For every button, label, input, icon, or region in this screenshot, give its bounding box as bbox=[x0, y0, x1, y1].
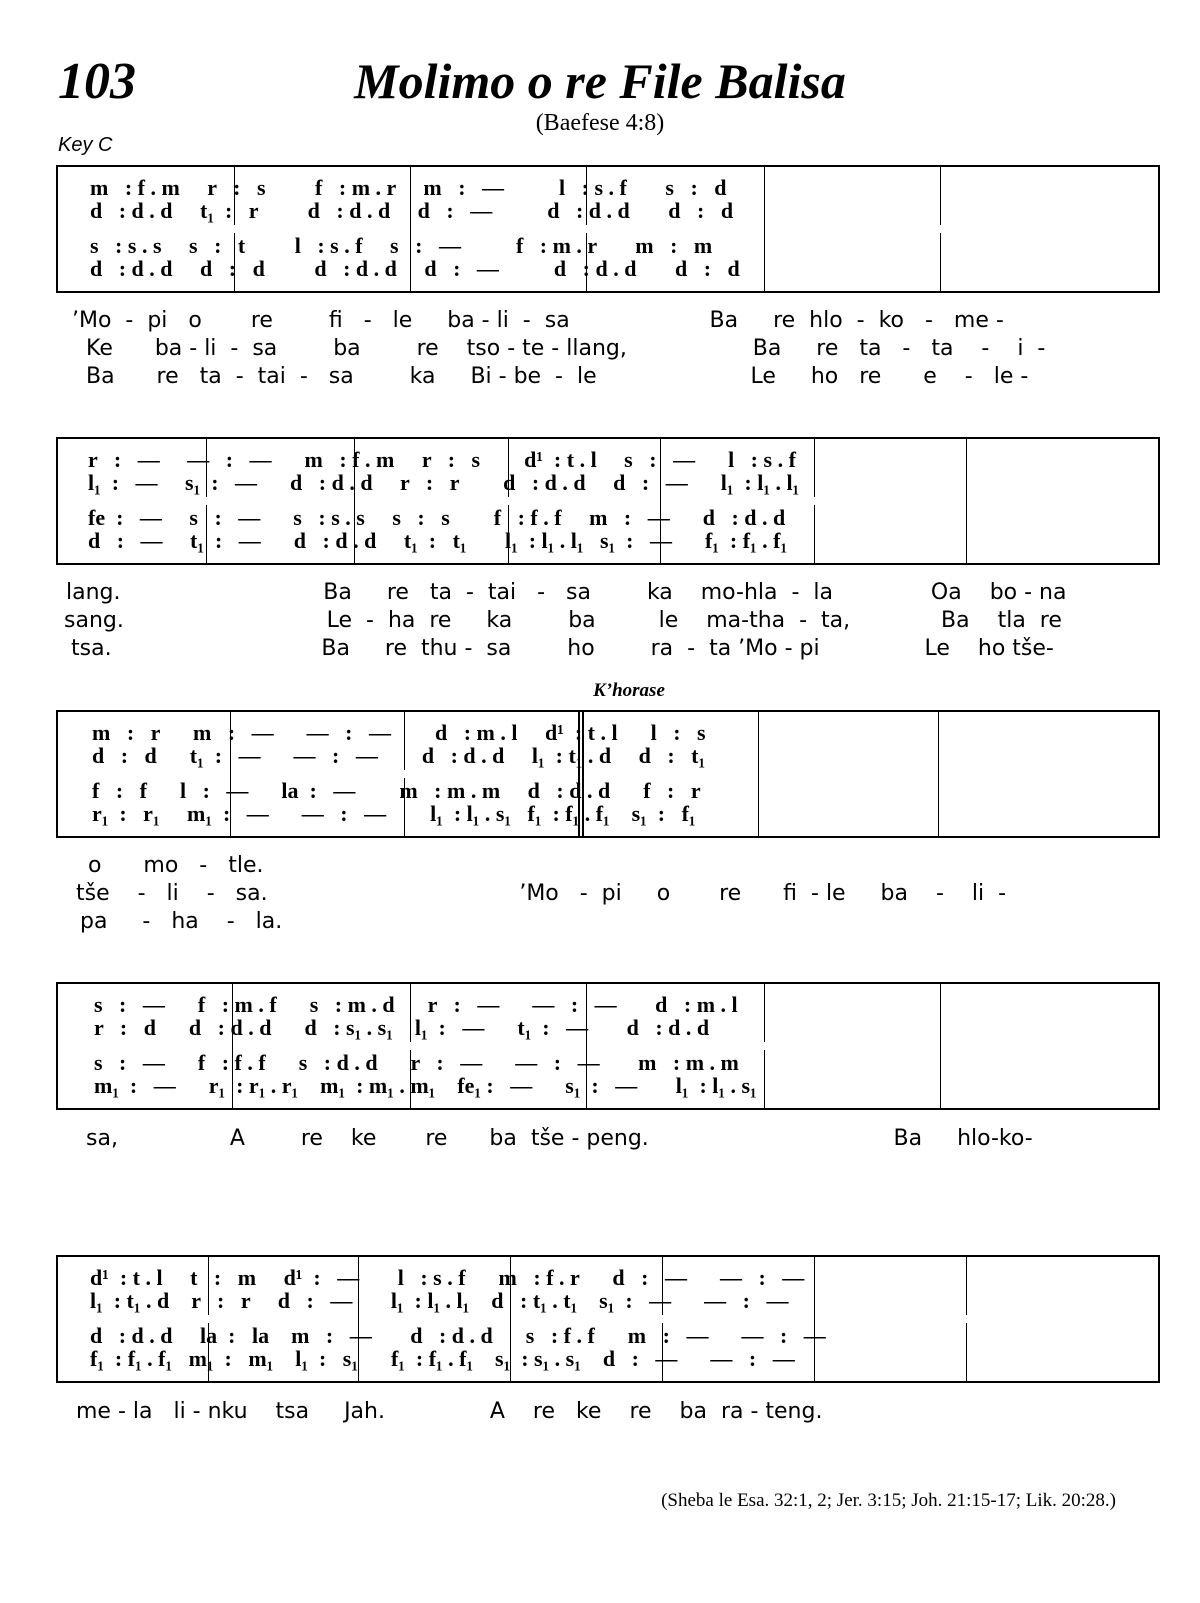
notes-bass: m₁ : — r₁ : r₁ . r₁ m₁ : m₁ . m₁ fe₁ : — s₁ : — l₁ : l₁ . s₁ bbox=[94, 1073, 757, 1098]
lyric-line-2: sang. Le - ha re ka ba le ma-tha - ta, Ba tla re bbox=[64, 608, 1062, 633]
notes-alto: l₁ : — s₁ : — d : d . d r : r d : d . d d : — l₁ : l₁ . l₁ bbox=[88, 470, 800, 495]
lyric-line-3: Ba re ta - tai - sa ka Bi - be - le Le ho re e - le - bbox=[86, 364, 1029, 389]
notes-alto: l₁ : t₁ . d r : r d : — l₁ : l₁ . l₁ d : t₁ . t₁ s₁ : — — : — bbox=[90, 1288, 789, 1313]
lyric-line-1: o mo - tle. bbox=[88, 853, 264, 878]
chorus-label: K’horase bbox=[593, 680, 665, 701]
notes-alto: r : d d : d . d d : s₁ . s₁ l₁ : — t₁ : — d : d . d bbox=[94, 1015, 710, 1040]
lyric-line-1: me - la li - nku tsa Jah. A re ke re ba ra - teng. bbox=[76, 1399, 823, 1424]
notes-soprano: s : — f : m . f s : m . d r : — — : — d : m . l bbox=[94, 992, 738, 1017]
notes-bass: f₁ : f₁ . f₁ m₁ : m₁ l₁ : s₁ f₁ : f₁ . f₁ s₁ : s₁ . s₁ d : — — : — bbox=[90, 1346, 795, 1371]
staff-system-4 bbox=[56, 982, 1160, 1110]
notes-bass: r₁ : r₁ m₁ : — — : — l₁ : l₁ . s₁ f₁ : f₁ . f₁ s₁ : f₁ bbox=[92, 801, 696, 826]
staff-system-3 bbox=[56, 710, 1160, 838]
notes-tenor: f : f l : — la : — m : m . m d : d . d f : r bbox=[92, 778, 701, 803]
notes-tenor: s : — f : f . f s : d . d r : — — : — m : m . m bbox=[94, 1050, 739, 1075]
hymn-number: 103 bbox=[58, 53, 136, 110]
notes-bass: d : d . d d : d d : d . d d : — d : d . d d : d bbox=[90, 256, 740, 281]
lyric-line-1: sa, A re ke re ba tše - peng. Ba hlo-ko- bbox=[86, 1126, 1033, 1151]
notes-soprano: m : f . m r : s f : m . r m : — l : s . f s : d bbox=[90, 175, 727, 200]
notes-tenor: d : d . d la : la m : — d : d . d s : f . f m : — — : — bbox=[90, 1323, 826, 1348]
notes-bass: d : — t₁ : — d : d . d t₁ : t₁ l₁ : l₁ . l₁ s₁ : — f₁ : f₁ . f₁ bbox=[88, 528, 788, 553]
lyric-line-2: Ke ba - li - sa ba re tso - te - llang, Ba re ta - ta - i - bbox=[86, 336, 1046, 361]
notes-alto: d : d . d t₁ : r d : d . d d : — d : d . d d : d bbox=[90, 198, 734, 223]
notes-tenor: fe : — s : — s : s . s s : s f : f . f m : — d : d . d bbox=[88, 505, 786, 530]
scripture-reference: (Baefese 4:8) bbox=[535, 110, 665, 136]
lyric-line-2: tše - li - sa. ’Mo - pi o re fi - le ba - li - bbox=[76, 881, 1007, 906]
lyric-line-1: lang. Ba re ta - tai - sa ka mo-hla - la Oa bo - na bbox=[66, 580, 1067, 605]
notes-tenor: s : s . s s : t l : s . f s : — f : m . r m : m bbox=[90, 233, 713, 258]
staff-system-2 bbox=[56, 437, 1160, 565]
notes-soprano: d¹ : t . l t : m d¹ : — l : s . f m : f . r d : — — : — bbox=[90, 1265, 805, 1290]
staff-system-1 bbox=[56, 165, 1160, 293]
notes-alto: d : d t₁ : — — : — d : d . d l₁ : t₁ . d d : t₁ bbox=[92, 743, 706, 768]
hymn-title: Molimo o re File Balisa bbox=[354, 53, 846, 109]
lyric-line-1: ’Mo - pi o re fi - le ba - li - sa Ba re hlo - ko - me - bbox=[72, 308, 1004, 333]
staff-system-5 bbox=[56, 1255, 1160, 1383]
notes-soprano: r : — — : — m : f . m r : s d¹ : t . l s : — l : s . f bbox=[88, 447, 796, 472]
lyric-line-3: tsa. Ba re thu - sa ho ra - ta ’Mo - pi Le ho tše- bbox=[64, 636, 1054, 661]
lyric-line-3: pa - ha - la. bbox=[80, 909, 283, 934]
notes-soprano: m : r m : — — : — d : m . l d¹ : t . l l : s bbox=[92, 720, 706, 745]
footer-references: (Sheba le Esa. 32:1, 2; Jer. 3:15; Joh. 21:15-17; Lik. 20:28.) bbox=[661, 1490, 1116, 1511]
key-signature: Key C bbox=[58, 134, 113, 156]
